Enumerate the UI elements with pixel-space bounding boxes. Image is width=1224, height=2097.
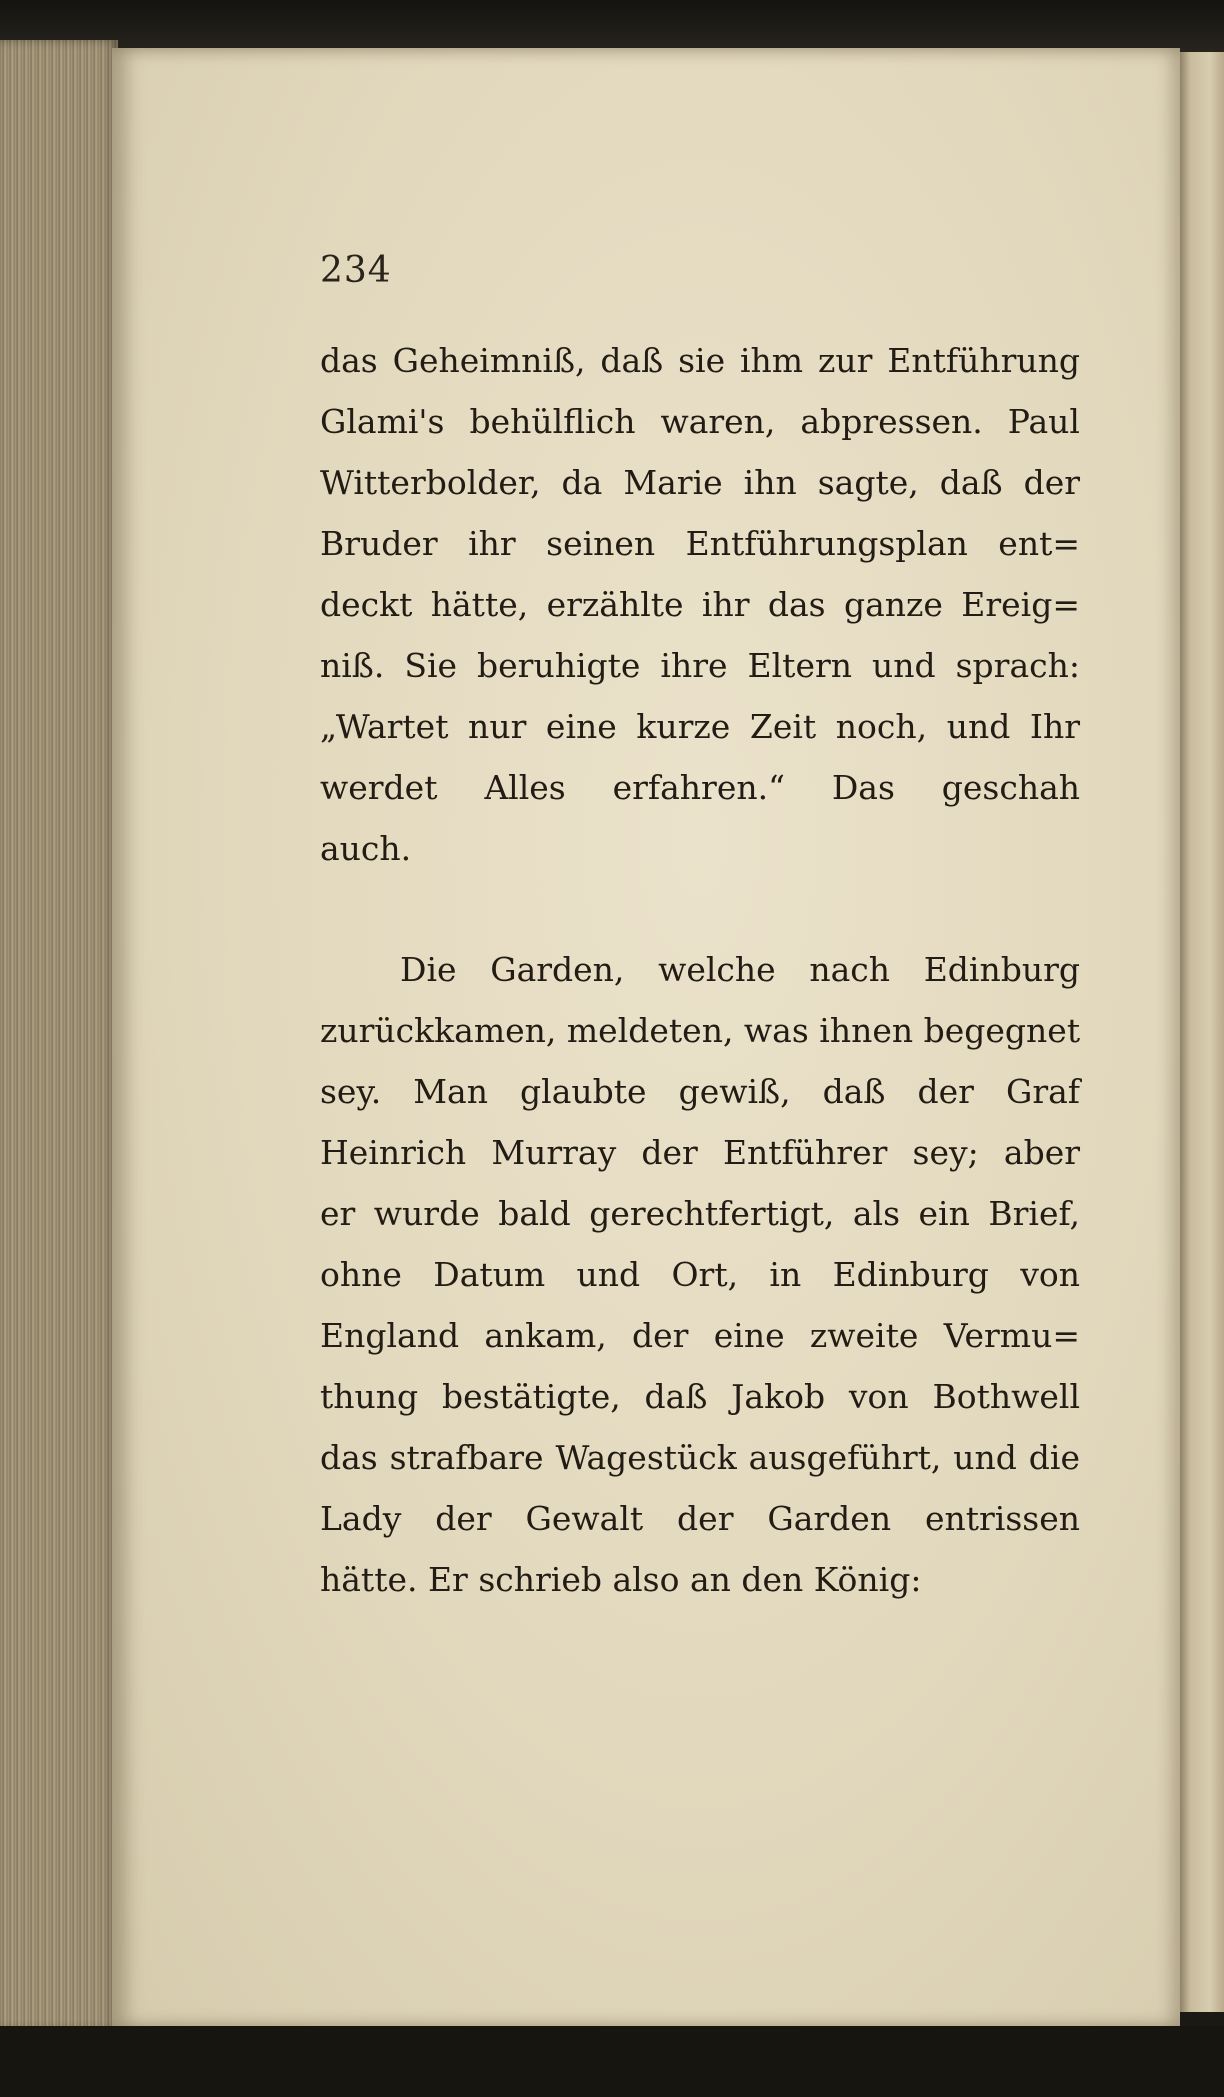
text-line: deckt hätte, erzählte ihr das ganze Ereig= xyxy=(320,585,1080,624)
paragraph-1 xyxy=(320,330,1080,879)
text-line: „Wartet nur eine kurze Zeit noch, und Ihr xyxy=(320,707,1080,746)
paragraph-gap xyxy=(320,879,1080,939)
text-line: Heinrich Murray der Entführer sey; aber xyxy=(320,1133,1080,1172)
text-line: niß. Sie beruhigte ihre Eltern und sprach: xyxy=(320,646,1080,685)
text-line: er wurde bald gerechtfertigt, als ein Brief, xyxy=(320,1194,1080,1233)
text-line: sey. Man glaubte gewiß, daß der Graf xyxy=(320,1072,1080,1111)
text-line: England ankam, der eine zweite Vermu= xyxy=(320,1316,1080,1355)
page-edges xyxy=(0,40,118,2030)
text-line: Bruder ihr seinen Entführungsplan ent= xyxy=(320,524,1080,563)
text-line: hätte. Er schrieb also an den König: xyxy=(320,1560,922,1599)
next-page-edge xyxy=(1176,52,1224,2012)
text-line: Lady der Gewalt der Garden entrissen xyxy=(320,1499,1080,1538)
text-line: thung bestätigte, daß Jakob von Bothwell xyxy=(320,1377,1080,1416)
text-line: Witterbolder, da Marie ihn sagte, daß der xyxy=(320,463,1080,502)
paragraph-2 xyxy=(320,939,1080,1610)
text-line: auch. xyxy=(320,829,412,868)
text-line: ohne Datum und Ort, in Edinburg von xyxy=(320,1255,1080,1294)
text-line: das Geheimniß, daß sie ihm zur Entführung xyxy=(320,341,1080,380)
text-line: zurückkamen, meldeten, was ihnen begegnet xyxy=(320,1011,1081,1050)
text-line: werdet Alles erfahren.“ Das geschah xyxy=(320,768,1080,807)
page-text xyxy=(320,330,1080,1610)
text-line: Die Garden, welche nach Edinburg xyxy=(400,950,1080,989)
text-line: das strafbare Wagestück ausgeführt, und die xyxy=(320,1438,1080,1477)
page-number: 234 xyxy=(320,250,392,291)
book-cover-bottom xyxy=(0,2026,1224,2097)
text-line: Glami's behülflich waren, abpressen. Paul xyxy=(320,402,1080,441)
